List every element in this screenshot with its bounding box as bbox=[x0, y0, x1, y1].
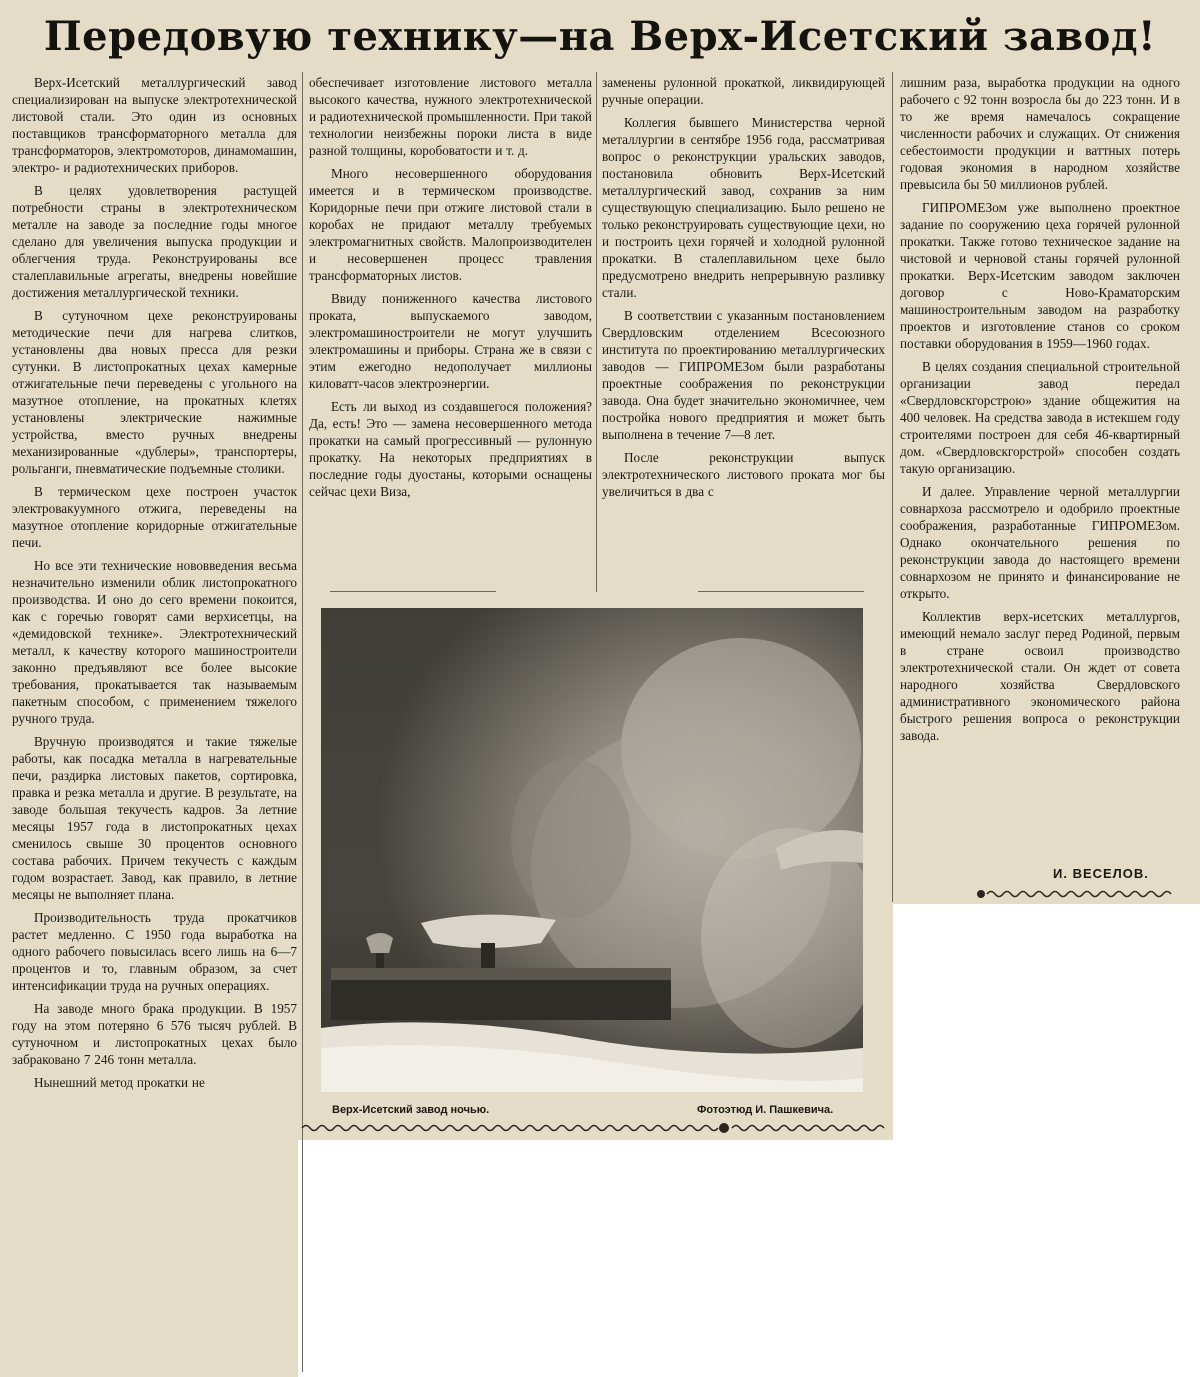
factory-night-photo bbox=[321, 608, 863, 1092]
article-headline: Передовую технику—на Верх-Исетский завод! bbox=[43, 13, 1157, 60]
paragraph: Производительность труда прокатчиков растет медленно. С 1950 года выработка на одного рабочего повысилась всего лишь на 6—7 процентов и то, главным образом, за счет интенсификации труда на ручных операциях. bbox=[12, 910, 297, 993]
article-column-3 bbox=[602, 74, 885, 584]
paragraph: После реконструкции выпуск электротехнического листового проката мог бы увеличиться в два с bbox=[602, 450, 885, 499]
column-rule bbox=[596, 72, 597, 592]
paragraph: Нынешний метод прокатки не bbox=[34, 1075, 205, 1090]
paragraph: В термическом цехе построен участок электровакуумного отжига, переведены на мазутное отопление коридорные отжигательные печи. bbox=[12, 484, 297, 550]
paragraph: Верх-Исетский металлургический завод специализирован на выпуске электротехнической листовой стали. Это один из основных поставщиков трансформаторного металла для трансформаторов, электромоторов, динамомашин, электро- и радиотехнических приборов. bbox=[12, 75, 297, 175]
paragraph: В сутуночном цехе реконструированы методические печи для нагрева слитков, установлены два новых пресса для резки сутунки. В листопрокатных цехах камерные отжигательные печи переведены с угольного на мазутное отопление, на прокатных клетях установлены электрические нажимные устройства, вместо ручных внедрены механизированные «дублеры», транспортеры, рольганги, пневматические подъемные столики. bbox=[12, 308, 297, 476]
paragraph: лишним раза, выработка продукции на одного рабочего с 92 тонн возросла бы до 223 тонн. И в то же время намечалось сокращение численности рабочих и служащих. От снижения себестоимости продукции и ваттных потерь годовая экономия в народном хозяйстве превысила бы 50 миллионов рублей. bbox=[900, 75, 1180, 192]
end-ornament bbox=[975, 888, 1175, 900]
paragraph: И далее. Управление черной металлургии совнархоза рассмотрело и одобрило проектные соображения, разработанные ГИПРОМЕЗом. Однако окончательного решения по реконструкции завода до настоящего времени совнархозом не принято и финансирование не открыто. bbox=[900, 484, 1180, 601]
paragraph: Но все эти технические нововведения весьма незначительно изменили облик листопрокатного производства. И оно до сего времени покоится, как с горечью говорят сами верхисетцы, на «демидовской технике». Электротехнический металл, к качеству которого машиностроители законно предъявляют все более высокие требования, прокатывается так называемым пакетным способом, с применением тяжелого ручного труда. bbox=[12, 558, 297, 726]
photo-bottom-ornament bbox=[300, 1121, 890, 1135]
paragraph: Коллегия бывшего Министерства черной металлургии в сентябре 1956 года, рассматривая вопрос о реконструкции уральских заводов, постановила обновить Верх-Исетский металлургический завод, сохранив за ним существующую специализацию. Было решено не только реконструировать существующие цехи, но и построить цехи горячей и холодной рулонной прокатки. В сталеплавильном цехе было предусмотрено внедрить непрерывную разливку стали. bbox=[602, 115, 885, 300]
photo-caption: Верх-Исетский завод ночью. bbox=[332, 1104, 490, 1116]
paragraph: заменены рулонной прокаткой, ликвидирующей ручные операции. bbox=[602, 75, 885, 107]
column-rule bbox=[892, 72, 893, 902]
photo-top-rule bbox=[330, 591, 496, 592]
paragraph: В соответствии с указанным постановлением Свердловским отделением Всесоюзного института по проектированию металлургических заводов — ГИПРОМЕЗом были разработаны проектные соображения по реконструкции завода. Она будет значительно экономичнее, чем постройка нового предприятия и может быть выполнена в течение 7—8 лет. bbox=[602, 308, 885, 442]
paragraph: На заводе много брака продукции. В 1957 году на этом потеряно 6 576 тысяч рублей. В сутуночном и листопрокатных цехах было забраковано 7 246 тонн металла. bbox=[12, 1001, 297, 1067]
paragraph: Есть ли выход из создавшегося положения? Да, есть! Это — замена несовершенного метода прокатки на самый прогрессивный — рулонную прокатку. На некоторых предприятиях в последние годы дуостаны, которыми оснащены сейчас цехи Виза, bbox=[309, 399, 592, 499]
author-signature: И. ВЕСЕЛОВ. bbox=[1053, 866, 1149, 881]
paragraph: Вручную производятся и такие тяжелые работы, как посадка металла в нагревательные печи, раздирка листовых пакетов, сортировка, правка и резка металла и другие. В результате, на заводе большая текучесть кадров. За летние месяцы 1957 года в листопрокатных цехах сменилось свыше 30 процентов основного состава рабочих. Причем текучесть с каждым годом возрастает. Завод, как правило, в летние месяцы не выполняет плана. bbox=[12, 734, 297, 902]
photo-credit: Фотоэтюд И. Пашкевича. bbox=[697, 1104, 834, 1116]
column-rule bbox=[302, 72, 303, 1372]
paragraph: Коллектив верх-исетских металлургов, имеющий немало заслуг перед Родиной, первым в стране освоил производство электротехнической стали. Он ждет от совета народного хозяйства Свердловского административного экономического района быстрого решения вопроса о реконструкции завода. bbox=[900, 609, 1180, 743]
paragraph: В целях создания специальной строительной организации завод передал «Свердловскгорстрою» здание общежития на 400 человек. На средства завода в истекшем году строителями построен для себя 46-квартирный дом. «Свердловскгорстрой» способен создать такую организацию. bbox=[900, 359, 1180, 476]
paragraph: ГИПРОМЕЗом уже выполнено проектное задание по сооружению цеха горячей рулонной прокатки. Также готово техническое задание на чистовой и черновой станы горячей рулонной прокатки. Верх-Исетским заводом заключен договор с Ново-Краматорским машиностроительным заводом на разработку проектов и изготовление станов со сроком поставки оборудования в 1959—1960 годах. bbox=[900, 200, 1180, 351]
photo-top-rule bbox=[698, 591, 864, 592]
article-column-1 bbox=[12, 74, 297, 1374]
paragraph: Ввиду пониженного качества листового проката, выпускаемого заводом, электромашиностроители не могут улучшить электромашины и приборы. Страна же в связи с этим ежегодно недополучает миллионы киловатт-часов электроэнергии. bbox=[309, 291, 592, 391]
article-column-2 bbox=[309, 74, 592, 584]
paragraph: В целях удовлетворения растущей потребности страны в электротехническом металле на заводе за последние годы многое сделано для увеличения выпуска продукции и облегчения труда. Реконструированы все сталеплавильные агрегаты, внедрены новейшие достижения металлургической техники. bbox=[12, 183, 297, 300]
paragraph: обеспечивает изготовление листового металла высокого качества, нужного электротехнической и радиотехнической промышленности. При такой технологии неизбежны пороки листа в виде разной толщины, коробоватости и т. д. bbox=[309, 75, 592, 158]
paragraph: Много несовершенного оборудования имеется и в термическом производстве. Коридорные печи при отжиге листовой стали в коробах не придают металлу требуемых электромагнитных свойств. Малопроизводителен и несовершенен процесс травления трансформаторных листов. bbox=[309, 166, 592, 283]
article-column-4 bbox=[900, 74, 1180, 864]
